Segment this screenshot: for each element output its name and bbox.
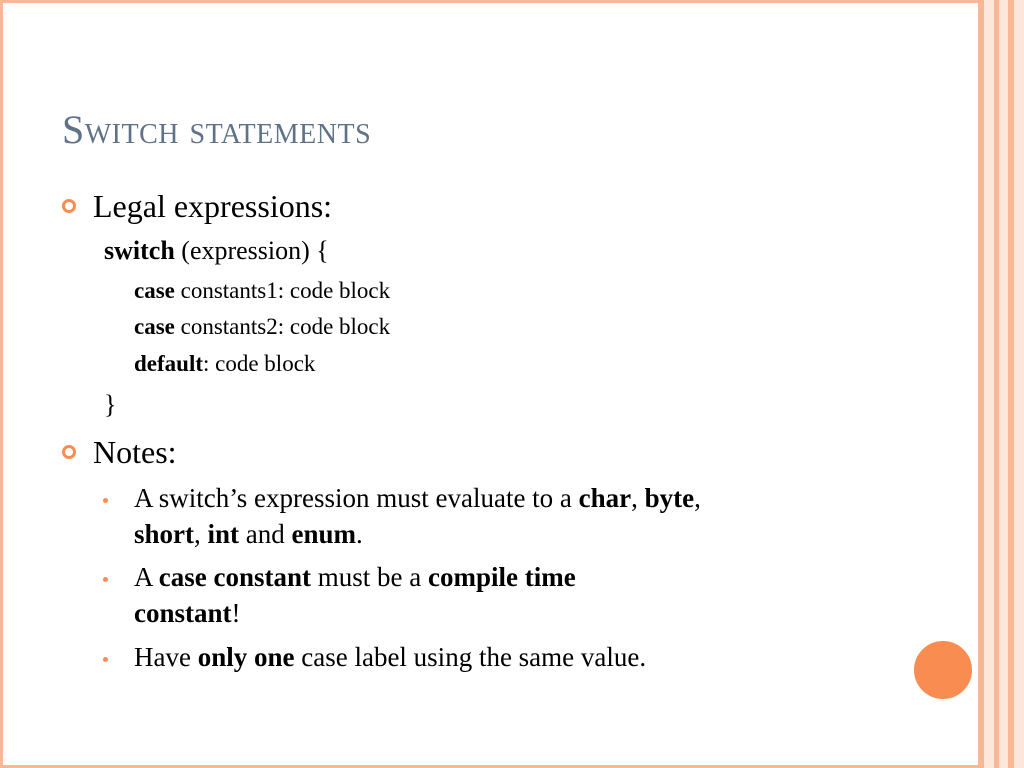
accent-circle	[912, 639, 974, 701]
note-text: case label using the same value.	[294, 642, 647, 672]
decorative-stripe	[999, 0, 1008, 768]
note-text: A	[134, 562, 159, 592]
note-2-line-2	[134, 595, 241, 631]
note-text: must be a	[311, 562, 428, 592]
code-case2-line	[134, 314, 390, 340]
note-text: !	[231, 598, 241, 628]
code-close-brace: }	[104, 390, 117, 419]
note-3-line-1	[134, 639, 646, 675]
note-1-line-1	[134, 480, 701, 516]
dot-bullet-icon	[103, 498, 108, 503]
decorative-stripe	[984, 0, 994, 768]
slide-frame-top	[0, 0, 1024, 3]
slide-title: Switch statements	[62, 107, 372, 152]
keyword-case: case	[134, 278, 175, 303]
keyword-compile-time: compile time	[427, 562, 576, 592]
slide-frame-left	[0, 0, 3, 768]
dot-bullet-icon	[103, 577, 108, 582]
keyword-char: char	[578, 483, 632, 513]
note-text: .	[356, 519, 363, 549]
code-text: constants1: code block	[174, 278, 391, 303]
keyword-byte: byte	[644, 483, 695, 513]
bullet-text: Notes:	[93, 434, 177, 470]
ring-bullet-icon	[62, 199, 76, 213]
note-text: ,	[194, 519, 208, 549]
code-default-line	[134, 351, 315, 377]
keyword-short: short	[134, 519, 194, 549]
code-text: (expression) {	[174, 236, 329, 265]
keyword-case-constant: case constant	[158, 562, 311, 592]
bullet-text: Legal expressions:	[93, 188, 333, 224]
note-text: ,	[631, 483, 645, 513]
note-2-line-1	[134, 559, 576, 595]
code-text: : code block	[203, 351, 316, 376]
keyword-enum: enum	[291, 519, 357, 549]
note-text: A switch’s expression must evaluate to a	[134, 483, 579, 513]
dot-bullet-icon	[103, 657, 108, 662]
note-text: and	[239, 519, 292, 549]
note-text: ,	[694, 483, 701, 513]
keyword-only-one: only one	[197, 642, 295, 672]
note-text: Have	[134, 642, 198, 672]
keyword-case: case	[134, 314, 175, 339]
decorative-stripe	[1014, 0, 1024, 768]
code-text: constants2: code block	[174, 314, 391, 339]
keyword-constant: constant	[134, 598, 232, 628]
code-case1-line	[134, 278, 390, 304]
note-1-line-2	[134, 516, 363, 552]
keyword-switch: switch	[104, 236, 175, 265]
keyword-int: int	[207, 519, 240, 549]
keyword-default: default	[134, 351, 203, 376]
ring-bullet-icon	[62, 445, 76, 459]
code-switch-line	[104, 236, 329, 266]
